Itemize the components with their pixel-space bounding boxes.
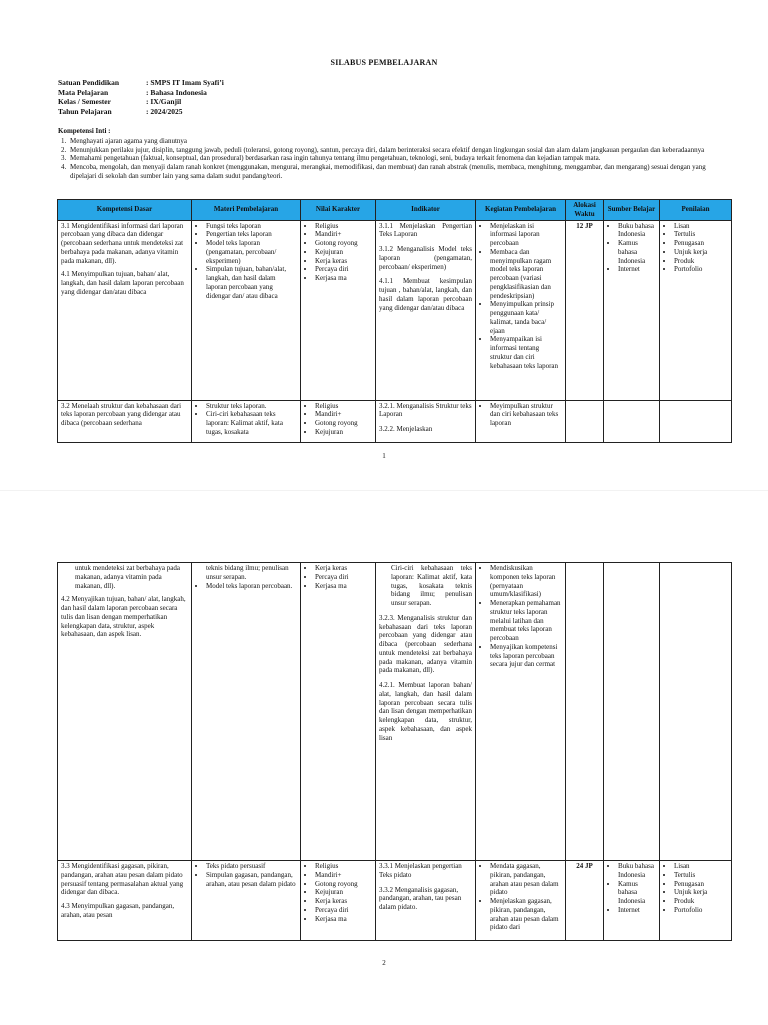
header-kompetensi-dasar: Kompetensi Dasar bbox=[58, 200, 192, 221]
alokasi-cell: 12 JP bbox=[566, 220, 604, 400]
header-kegiatan: Kegiatan Pembelajaran bbox=[476, 200, 566, 221]
page-number: 2 bbox=[382, 959, 386, 967]
document-title: SILABUS PEMBELAJARAN bbox=[330, 58, 438, 67]
header-indikator: Indikator bbox=[376, 200, 476, 221]
indikator-cell: 3.2.1. Menganalisis Struktur teks Laporan 3.2.2. Menjelaskan bbox=[376, 400, 476, 442]
page-2 bbox=[0, 490, 768, 1025]
alokasi-cell bbox=[566, 400, 604, 442]
ki-item: 4. Mencoba, mengolah, dan menyaji dalam ranah konkret (menggunakan, mengurai, merangkai, memodifikasi, dan membuat) dan ranah abstrak (menulis, membaca, menghitung, menggambar, dan mengarang) sesuai dengan yang dipelajari di sekolah dan sumber lain yang sama dalam sudut pandang/teori. bbox=[68, 163, 718, 181]
indikator-cell: 3.1.1 Menjelaskan Pengertian Teks Laporan 3.1.2 Menganalisis Model teks laporan (pengamatan, percobaan/ eksperimen) 4.1.1 Membuat kesimpulan tujuan , bahan/alat, langkah, dan hasil dalam laporan percobaan yang didengar dan/atau dibaca bbox=[376, 220, 476, 400]
header-sumber: Sumber Belajar bbox=[604, 200, 660, 221]
penilaian-cell bbox=[660, 563, 732, 861]
ki-item: 2. Menunjukkan perilaku jujur, disiplin, tanggung jawab, peduli (toleransi, gotong royong), santun, percaya diri, dalam berinteraksi secara efektif dengan lingkungan sosial dan alam dalam jangkauan pergaulan dan keberadaannya bbox=[68, 146, 718, 155]
sumber-cell: • Buku bahasa Indonesia • Kamus bahasa Indonesia • Internet bbox=[604, 220, 660, 400]
indikator-cell: Ciri-ciri kebahasaan teks laporan: Kalimat aktif, kata tugas, kosakata teknis bidang ilmu; penulisan unsur serapan. 3.2.3. Menganalisis struktur dan kebahasaan dari teks laporan percobaan yang didengar atau dibaca (percobaan sederhana untuk mendeteksi zat berbahaya pada makanan, adanya vitamin pada makanan, dll). 4.2.1. Membuat laporan bahan/ alat, langkah, dan hasil dalam laporan percobaan secara tulis dan lisan dengan memperhatikan kelengkapan data, struktur, aspek kebahasaan, dan aspek lisan bbox=[376, 563, 476, 861]
identity-block bbox=[58, 78, 224, 116]
sumber-cell bbox=[604, 563, 660, 861]
table-header bbox=[58, 200, 732, 221]
alokasi-cell: 24 JP bbox=[566, 861, 604, 941]
kd-cell: untuk mendeteksi zat berbahaya pada makanan, adanya vitamin pada makanan, dll). 4.2 Menyajikan tujuan, bahan/ alat, langkah, dan hasil dalam laporan percobaan secara tulis dan lisan dengan memperhatikan kelengkapan data, struktur, aspek kebahasaan, dan aspek lisan. bbox=[58, 563, 192, 861]
ki-heading: Kompetensi Inti : bbox=[58, 127, 111, 135]
sumber-cell bbox=[604, 400, 660, 442]
penilaian-cell: • Lisan • Tertulis • Penugasan • Unjuk kerja • Produk • Portofolio bbox=[660, 220, 732, 400]
materi-cell: teknis bidang ilmu; penulisan unsur serapan. • Model teks laporan percobaan. bbox=[192, 563, 301, 861]
nilai-cell: • Kerja keras • Percaya diri • Kerjasa ma bbox=[301, 563, 376, 861]
kegiatan-cell: • Meyimpulkan struktur dan ciri kebahasaan teks laporan bbox=[476, 400, 566, 442]
indikator-cell: 3.3.1 Menjelaskan pengertian Teks pidato 3.3.2 Menganalisis gagasan, pandangan, arahan, tau pesan dalam pidato. bbox=[376, 861, 476, 941]
kd-cell: 3.1 Mengidentifikasi informasi dari laporan percobaan yang dibaca dan didengar (percobaan sederhana untuk mendeteksi zat berbahaya pada makanan, adanya vitamin pada makanan, dll). 4.1 Menyimpulkan tujuan, bahan/ alat, langkah, dan hasil dalam laporan percobaan yang didengar dan/atau dibaca bbox=[58, 220, 192, 400]
materi-cell: • Fungsi teks laporan • Pengertian teks laporan • Model teks laporan (pengamatan, percobaan/ eksperimen) • Simpulan tujuan, bahan/alat, langkah, dan hasil dalam laporan percobaan yang didengar dan/ atau dibaca bbox=[192, 220, 301, 400]
header-materi: Materi Pembelajaran bbox=[192, 200, 301, 221]
syllabus-table-page1 bbox=[57, 199, 732, 443]
header-nilai-karakter: Nilai Karakter bbox=[301, 200, 376, 221]
materi-cell: • Teks pidato persuasif • Simpulan gagasan, pandangan, arahan, atau pesan dalam pidato bbox=[192, 861, 301, 941]
kegiatan-cell: • Mendata gagasan, pikiran, pandangan, arahan atau pesan dalam pidato • Menjelaskan gagasan, pikiran, pandangan, arahan atau pesan dalam pidato dari bbox=[476, 861, 566, 941]
alokasi-cell bbox=[566, 563, 604, 861]
nilai-cell: • Religius • Mandiri+ • Gotong royong • Kejujuran bbox=[301, 400, 376, 442]
page-number: 1 bbox=[382, 452, 386, 460]
info-row: Kelas / Semester : IX/Ganjil bbox=[58, 97, 182, 106]
table-row bbox=[58, 220, 732, 400]
kompetensi-inti bbox=[58, 127, 718, 181]
nilai-cell: • Religius • Mandiri+ • Gotong royong • Kejujuran • Kerja keras • Percaya diri • Kerjasa ma bbox=[301, 861, 376, 941]
header-alokasi: Alokasi Waktu bbox=[566, 200, 604, 221]
sumber-cell: • Buku bahasa Indonesia • Kamus bahasa Indonesia • Internet bbox=[604, 861, 660, 941]
kd-cell: 3.2 Menelaah struktur dan kebahasaan dari teks laporan percobaan yang didengar atau dibaca (percobaan sederhana bbox=[58, 400, 192, 442]
table-row bbox=[58, 861, 732, 941]
ki-item: 3. Memahami pengetahuan (faktual, konseptual, dan prosedural) berdasarkan rasa ingin tahunya tentang ilmu pengetahuan, teknologi, seni, budaya terkait fenomena dan kejadian tampak mata. bbox=[68, 154, 718, 163]
table-row bbox=[58, 400, 732, 442]
kd-cell: 3.3 Mengidentifikasi gagasan, pikiran, pandangan, arahan atau pesan dalam pidato persuasif tentang permasalahan aktual yang didengar dan dibaca. 4.3 Menyimpulkan gagasan, pandangan, arahan, atau pesan bbox=[58, 861, 192, 941]
info-row: Tahun Pelajaran : 2024/2025 bbox=[58, 106, 183, 116]
syllabus-table-page2 bbox=[57, 562, 732, 941]
kegiatan-cell: • Mendiskusikan komponen teks laporan (pernyataan umum/klasifikasi) • Menerapkan pemahaman struktur teks laporan melalui latihan dan membuat teks laporan percobaan • Menyajikan kompetensi teks laporan percobaan secara jujur dan cermat bbox=[476, 563, 566, 861]
page-1 bbox=[0, 0, 768, 490]
ki-item: 1. Menghayati ajaran agama yang dianutnya bbox=[68, 137, 718, 146]
info-row: Satuan Pendidikan : SMPS IT Imam Syafi’i bbox=[58, 78, 224, 87]
kegiatan-cell: • Menjelaskan isi informasi laporan percobaan • Membaca dan menyimpulkan ragam model teks laporan percobaan (variasi pengklasifikasian dan pendeskripsian) • Menyimpulkan prinsip penggunaan kata/ kalimat, tanda baca/ ejaan • Menyampaikan isi informasi tentang struktur dan ciri kebahasaan teks laporan bbox=[476, 220, 566, 400]
info-row: Mata Pelajaran : Bahasa Indonesia bbox=[58, 87, 207, 97]
nilai-cell: • Religius • Mandiri+ • Gotong royong • Kejujuran • Kerja keras • Percaya diri • Kerjasa ma bbox=[301, 220, 376, 400]
table-row bbox=[58, 563, 732, 861]
penilaian-cell: • Lisan • Tertulis • Penugasan • Unjuk kerja • Produk • Portofolio bbox=[660, 861, 732, 941]
materi-cell: • Struktur teks laporan. • Ciri-ciri kebahasaan teks laporan: Kalimat aktif, kata tugas, kosakata bbox=[192, 400, 301, 442]
penilaian-cell bbox=[660, 400, 732, 442]
header-penilaian: Penilaian bbox=[660, 200, 732, 221]
ki-list bbox=[58, 137, 718, 181]
